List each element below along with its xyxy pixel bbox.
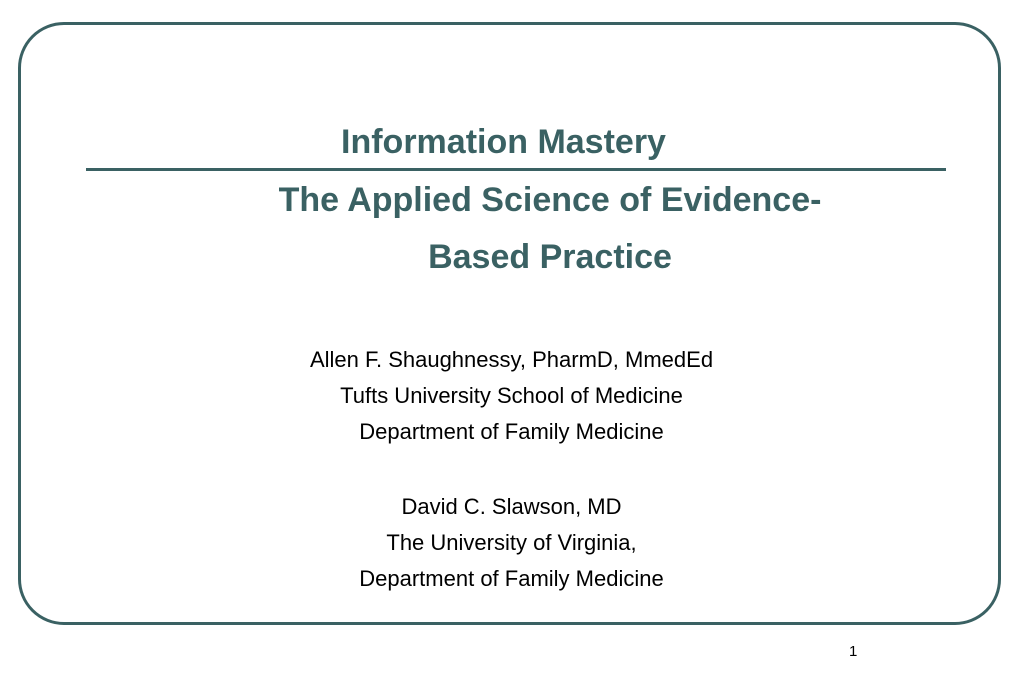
- author-block-1: [0, 342, 1023, 450]
- author-department: Department of Family Medicine: [359, 566, 664, 591]
- slide-subtitle-line-1: The Applied Science of Evidence-: [278, 181, 822, 219]
- author-block-2: [0, 489, 1023, 597]
- page-number: 1: [849, 643, 858, 660]
- author-institution: The University of Virginia,: [386, 530, 637, 555]
- author-institution: Tufts University School of Medicine: [340, 383, 683, 408]
- slide-title: Information Mastery: [341, 123, 666, 161]
- slide-subtitle-line-2: Based Practice: [428, 238, 672, 276]
- author-department: Department of Family Medicine: [359, 419, 664, 444]
- author-name: David C. Slawson, MD: [401, 494, 622, 519]
- title-divider: [86, 168, 946, 171]
- author-name: Allen F. Shaughnessy, PharmD, MmedEd: [309, 347, 714, 372]
